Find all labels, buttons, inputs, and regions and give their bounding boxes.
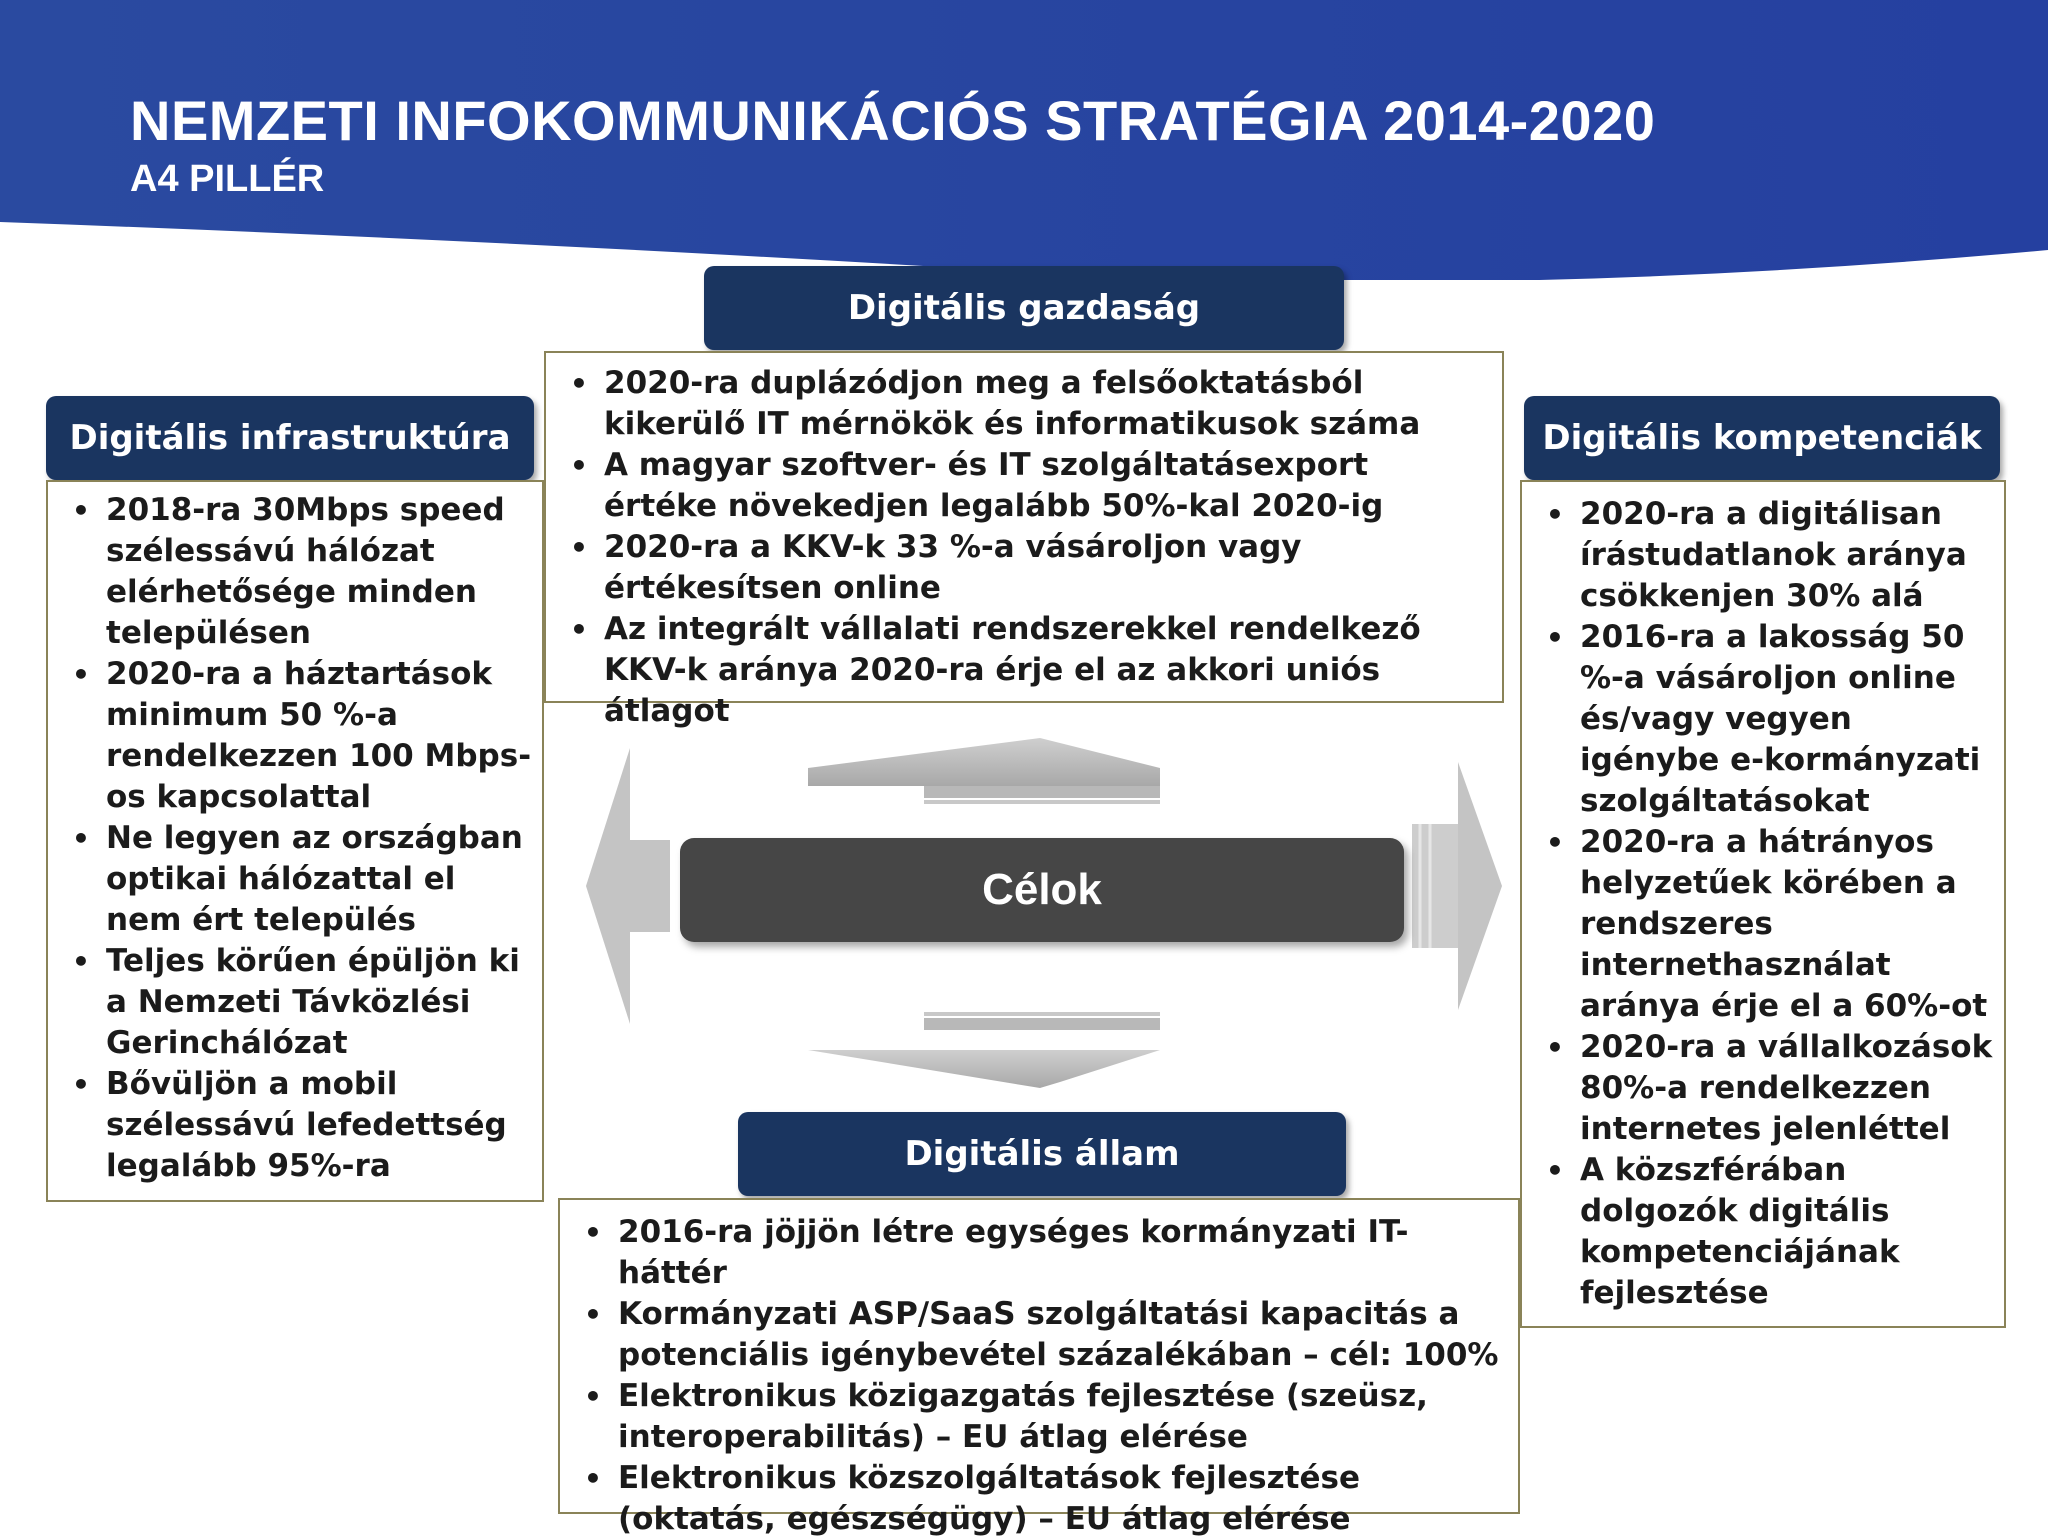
box-digital-competencies <box>1520 480 2006 1328</box>
pill-digital-state <box>738 1112 1346 1196</box>
list-item: • Ne legyen az országban optikai hálózattal el nem ért település <box>62 818 536 941</box>
pill-digital-competencies <box>1524 396 2000 480</box>
box-digital-infrastructure <box>46 480 544 1202</box>
list-item: • 2016-ra a lakosság 50 %-a vásároljon online és/vagy vegyen igénybe e-kormányzati szolgáltatásokat <box>1536 617 1998 822</box>
list-item: • 2020-ra a háztartások minimum 50 %-a rendelkezzen 100 Mbps-os kapcsolattal <box>62 654 536 818</box>
pill-digital-infrastructure-label: Digitális infrastruktúra <box>69 418 511 458</box>
pill-digital-economy <box>704 266 1344 350</box>
list-item: • A közszférában dolgozók digitális kompetenciájának fejlesztése <box>1536 1150 1998 1314</box>
page-subtitle: A4 PILLÉR <box>130 158 325 200</box>
list-item: • Az integrált vállalati rendszerekkel rendelkező KKV-k aránya 2020-ra érje el az akkori uniós átlagot <box>560 609 1488 732</box>
pill-digital-competencies-label: Digitális kompetenciák <box>1542 418 1982 458</box>
list-item: • Teljes körűen épüljön ki a Nemzeti Távközlési Gerinchálózat <box>62 941 536 1064</box>
list-item: • 2018-ra 30Mbps speed szélessávú hálózat elérhetősége minden településen <box>62 490 536 654</box>
page-title: NEMZETI INFOKOMMUNIKÁCIÓS STRATÉGIA 2014-2020 <box>130 89 1656 152</box>
list-item: • 2020-ra duplázódjon meg a felsőoktatásból kikerülő IT mérnökök és informatikusok száma <box>560 363 1488 445</box>
box-digital-economy <box>544 351 1504 729</box>
list-item: • A magyar szoftver- és IT szolgáltatásexport értéke növekedjen legalább 50%-kal 2020-ig <box>560 445 1488 527</box>
arrow-down-icon <box>808 1012 1160 1088</box>
arrow-right-icon <box>1412 762 1502 1010</box>
pill-digital-infrastructure <box>46 396 534 480</box>
list-item: • 2020-ra a digitálisan írástudatlanok aránya csökkenjen 30% alá <box>1536 494 1998 617</box>
list-item: • Bővüljön a mobil szélessávú lefedettség legalább 95%-ra <box>62 1064 536 1187</box>
list-item: • 2020-ra a hátrányos helyzetűek körében a rendszeres internethasználat aránya érje el a 60%-ot <box>1536 822 1998 1027</box>
list-item: • 2020-ra a vállalkozások 80%-a rendelkezzen internetes jelenléttel <box>1536 1027 1998 1150</box>
box-digital-state <box>558 1198 1520 1537</box>
list-item: • 2016-ra jöjjön létre egységes kormányzati IT-háttér <box>574 1212 1504 1294</box>
arrow-up-icon <box>808 738 1160 804</box>
list-item: • Elektronikus közigazgatás fejlesztése (szeüsz, interoperabilitás) – EU átlag elérése <box>574 1376 1504 1458</box>
center-goals-label: Célok <box>680 838 1404 942</box>
pill-digital-state-label: Digitális állam <box>904 1134 1180 1174</box>
list-item: • Elektronikus közszolgáltatások fejlesztése (oktatás, egészségügy) – EU átlag elérése <box>574 1458 1504 1540</box>
arrow-left-icon <box>586 748 670 1024</box>
pill-digital-economy-label: Digitális gazdaság <box>847 288 1201 328</box>
list-item: • Kormányzati ASP/SaaS szolgáltatási kapacitás a potenciális igénybevétel százalékában – cél: 100% <box>574 1294 1504 1376</box>
list-item: • 2020-ra a KKV-k 33 %-a vásároljon vagy értékesítsen online <box>560 527 1488 609</box>
